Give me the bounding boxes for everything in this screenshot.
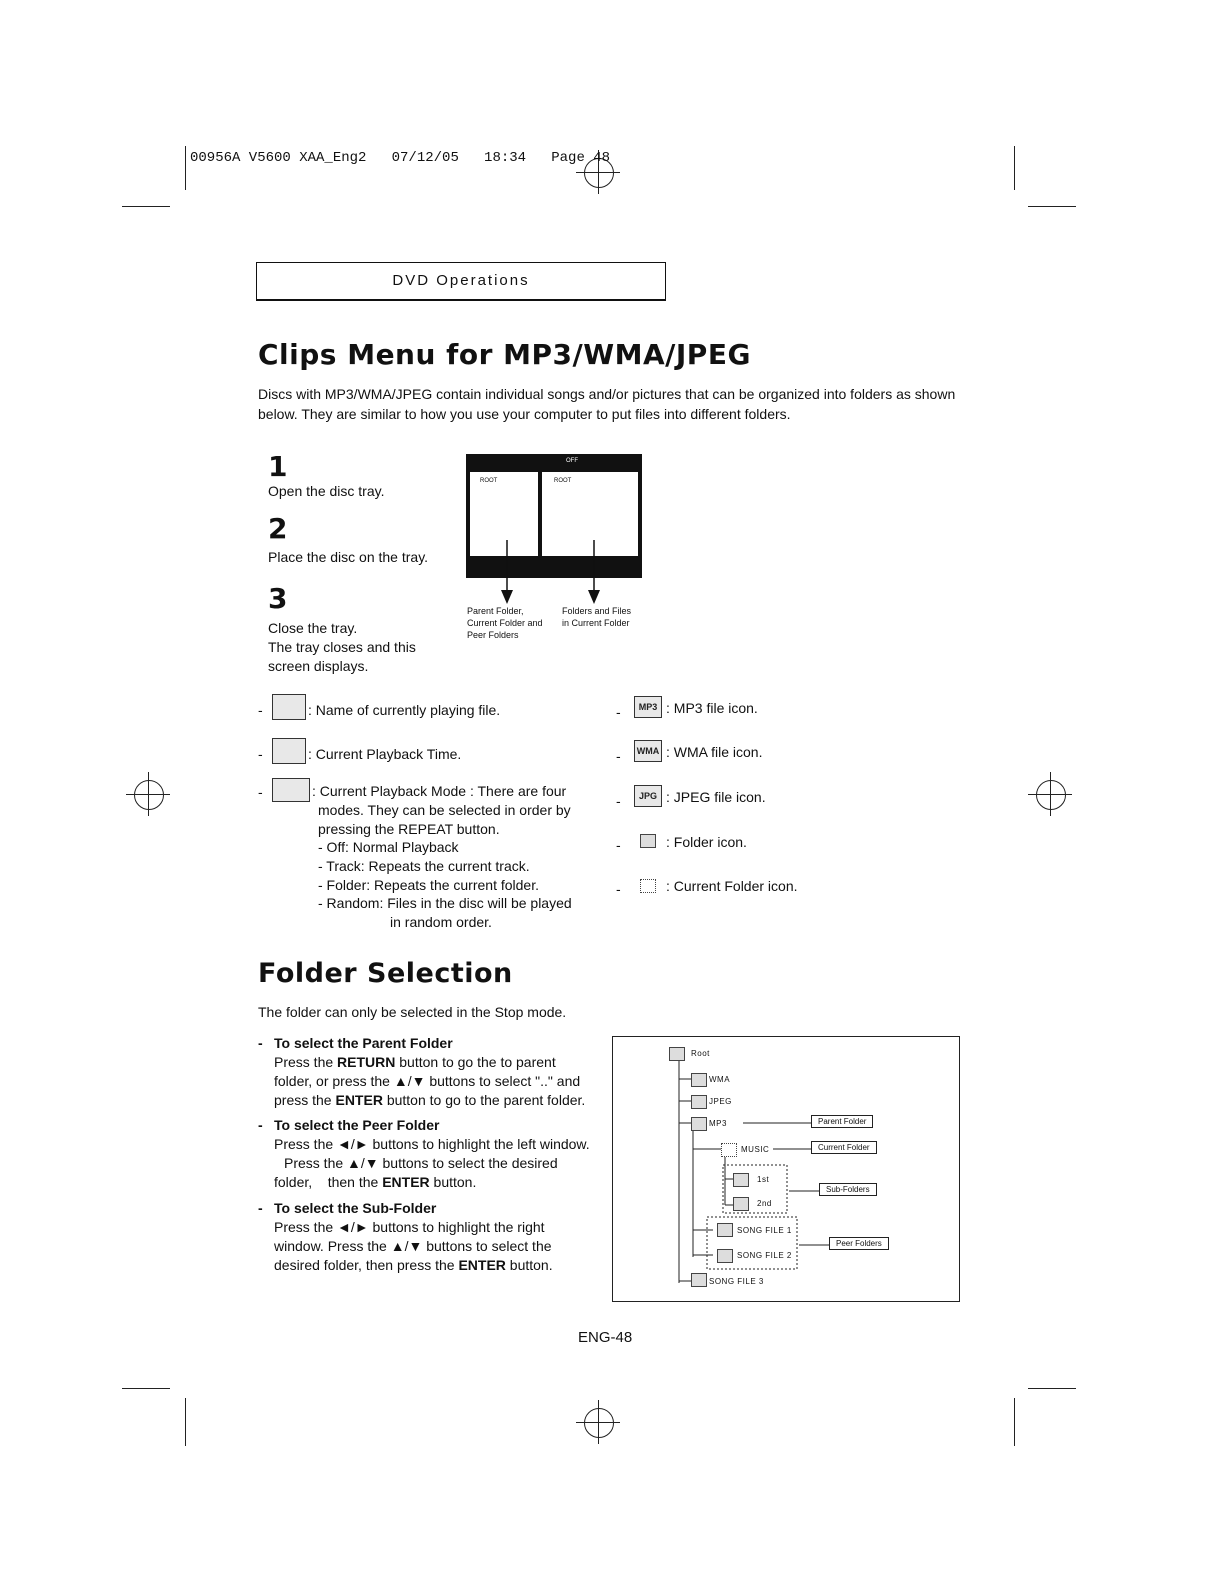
tree-node-song-1: SONG FILE 1 (737, 1226, 792, 1235)
parent-heading: To select the Parent Folder (274, 1035, 453, 1051)
tree-node-wma: WMA (709, 1075, 731, 1084)
step-text: Place the disc on the tray. (268, 549, 429, 565)
page-number: ENG-48 (578, 1329, 633, 1346)
legend-text: : Current Playback Mode : There are four (312, 783, 567, 799)
mode-item: - Off: Normal Playback (318, 839, 459, 855)
crop-mark (122, 206, 170, 207)
instruction-line: Press the RETURN button to go the to parent (274, 1054, 556, 1070)
mp3-file-icon: MP3 (634, 696, 662, 718)
legend-text: : Current Playback Time. (308, 746, 462, 762)
status-bar: OFF (566, 458, 578, 464)
instruction-line: Press the ◄/► buttons to highlight the right (274, 1219, 545, 1235)
label-current-folder: Current Folder (811, 1141, 877, 1154)
instruction-line: press the ENTER button to go to the parent folder. (274, 1092, 586, 1108)
right-pane: ROOT (542, 472, 638, 556)
step-number: 3 (268, 582, 288, 615)
left-pane-caption: Parent Folder, Current Folder and Peer Folders (467, 606, 543, 640)
folder-icon (691, 1095, 707, 1109)
instruction-line: folder, or press the ▲/▼ buttons to select ".." and (274, 1073, 581, 1089)
print-slug: 00956A V5600 XAA_Eng2 07/12/05 18:34 Page 48 (190, 150, 611, 166)
label-peer-folders: Peer Folders (829, 1237, 889, 1250)
instruction-line: window. Press the ▲/▼ buttons to select the (274, 1238, 552, 1254)
file-name-icon (272, 694, 306, 720)
screen-arrows (466, 540, 642, 606)
legend-text: pressing the REPEAT button. (318, 821, 500, 837)
label-parent-folder: Parent Folder (811, 1115, 873, 1128)
legend-text: : JPEG file icon. (666, 789, 766, 805)
current-folder-icon (721, 1143, 737, 1157)
registration-mark-left (126, 772, 170, 816)
sub-heading: To select the Sub-Folder (274, 1200, 437, 1216)
crop-mark (185, 1398, 186, 1446)
folder-icon (669, 1047, 685, 1061)
section-header: DVD Operations (256, 262, 666, 301)
tree-lines (613, 1037, 959, 1301)
wma-file-icon: WMA (634, 740, 662, 762)
legend-text: : WMA file icon. (666, 744, 763, 760)
file-icon (717, 1223, 733, 1237)
registration-mark-bottom (576, 1400, 620, 1444)
legend-text: : Name of currently playing file. (308, 702, 501, 718)
tree-node-mp3: MP3 (709, 1119, 727, 1128)
registration-mark-right (1028, 772, 1072, 816)
tree-node-1st: 1st (757, 1175, 770, 1184)
file-icon (717, 1249, 733, 1263)
step-text: Open the disc tray. (268, 483, 385, 499)
playback-mode-icon (272, 778, 310, 802)
crop-mark (1014, 1398, 1015, 1446)
right-pane-caption: Folders and Files in Current Folder (562, 606, 632, 628)
tree-node-music: MUSIC (741, 1145, 770, 1154)
step-number: 2 (268, 512, 288, 545)
folder-icon (733, 1197, 749, 1211)
folder-icon (691, 1073, 707, 1087)
peer-heading: To select the Peer Folder (274, 1117, 440, 1133)
left-pane: ROOT (470, 472, 538, 556)
jpeg-file-icon: JPG (634, 785, 662, 807)
tree-node-song-3: SONG FILE 3 (709, 1277, 764, 1286)
legend-text: modes. They can be selected in order by (318, 802, 571, 818)
instruction-line: folder, then the ENTER button. (274, 1174, 477, 1190)
page-title: Clips Menu for MP3/WMA/JPEG (258, 338, 751, 371)
file-icon (691, 1273, 707, 1287)
crop-mark (122, 1388, 170, 1389)
section-title: Folder Selection (258, 958, 513, 989)
crop-mark (185, 146, 186, 190)
folder-icon (691, 1117, 707, 1131)
instruction-line: Press the ▲/▼ buttons to select the desired (284, 1155, 558, 1171)
playback-time-icon (272, 738, 306, 764)
step-number: 1 (268, 450, 288, 483)
legend-text: : Current Folder icon. (666, 878, 798, 894)
intro-paragraph: Discs with MP3/WMA/JPEG contain individual songs and/or pictures that can be organized into folders as shown below. They are similar to how you use your computer to put files into different folders. (258, 386, 956, 422)
folder-tree-diagram (612, 1036, 960, 1302)
legend-text: : MP3 file icon. (666, 700, 758, 716)
crop-mark (1014, 146, 1015, 190)
mode-item: - Track: Repeats the current track. (318, 858, 530, 874)
crop-mark (1028, 206, 1076, 207)
tree-node-song-2: SONG FILE 2 (737, 1251, 792, 1260)
crop-mark (1028, 1388, 1076, 1389)
mode-item: - Folder: Repeats the current folder. (318, 877, 539, 893)
step-text: screen displays. (268, 658, 369, 674)
mode-item: in random order. (390, 914, 492, 930)
tree-node-jpeg: JPEG (709, 1097, 732, 1106)
tree-node-root: Root (691, 1049, 710, 1058)
mode-item: - Random: Files in the disc will be played (318, 895, 572, 911)
folder-icon (640, 834, 656, 848)
folder-icon (733, 1173, 749, 1187)
legend-text: : Folder icon. (666, 834, 747, 850)
tree-node-2nd: 2nd (757, 1199, 772, 1208)
label-sub-folders: Sub-Folders (819, 1183, 877, 1196)
folder-intro: The folder can only be selected in the Stop mode. (258, 1004, 567, 1020)
instruction-line: desired folder, then press the ENTER button. (274, 1257, 553, 1273)
current-folder-icon (640, 879, 656, 893)
step-text: Close the tray. (268, 620, 358, 636)
instruction-line: Press the ◄/► buttons to highlight the left window. (274, 1136, 590, 1152)
step-text: The tray closes and this (268, 639, 416, 655)
